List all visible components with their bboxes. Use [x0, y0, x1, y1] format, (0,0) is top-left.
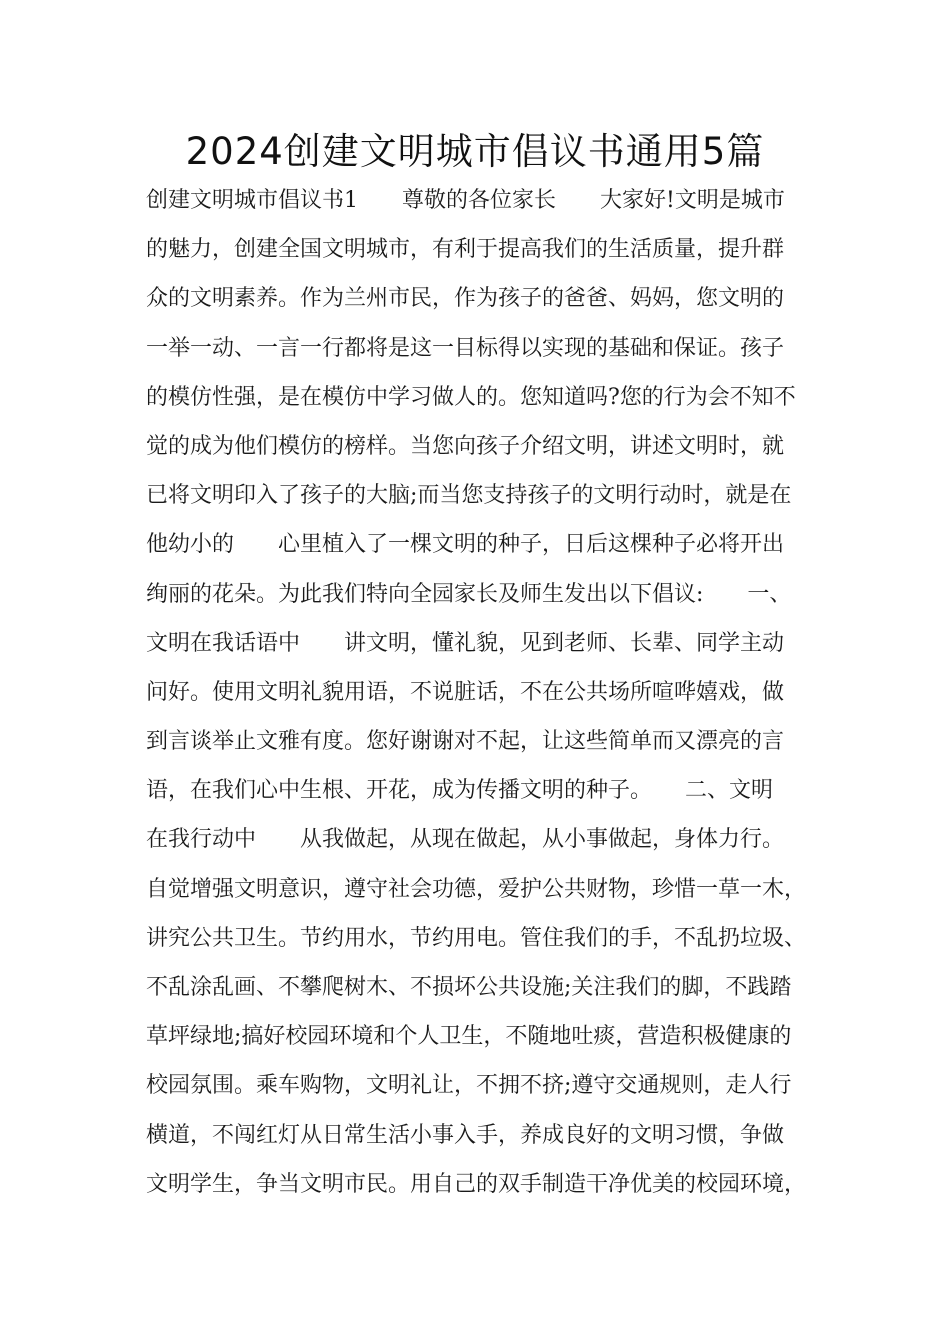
body-line: 校园氛围。乘车购物，文明礼让，不拥不挤;遵守交通规则，走人行 — [146, 1073, 792, 1099]
document-title: 2024创建文明城市倡议书通用5篇 — [185, 130, 765, 173]
body-line: 文明在我话语中 讲文明，懂礼貌，见到老师、长辈、同学主动 — [146, 630, 785, 656]
body-line: 文明学生，争当文明市民。用自己的双手制造干净优美的校园环境， — [146, 1171, 807, 1197]
body-line: 语，在我们心中生根、开花，成为传播文明的种子。 二、文明 — [146, 778, 774, 804]
body-line: 不乱涂乱画、不攀爬树木、不损坏公共设施;关注我们的脚，不践踏 — [146, 975, 792, 1000]
body-line: 的魅力，创建全国文明城市，有利于提高我们的生活质量，提升群 — [146, 237, 785, 263]
body-line: 的模仿性强，是在模仿中学习做人的。您知道吗?您的行为会不知不 — [146, 384, 796, 410]
body-line: 绚丽的花朵。为此我们特向全园家长及师生发出以下倡议: 一、 — [146, 581, 792, 607]
body-line: 众的文明素养。作为兰州市民，作为孩子的爸爸、妈妈，您文明的 — [146, 286, 785, 312]
body-line: 讲究公共卫生。节约用水，节约用电。管住我们的手，不乱扔垃圾、 — [146, 925, 807, 951]
body-line: 他幼小的 心里植入了一棵文明的种子，日后这棵种子必将开出 — [146, 532, 785, 558]
body-line: 自觉增强文明意识，遵守社会功德，爱护公共财物，珍惜一草一木， — [146, 876, 807, 902]
body-line: 在我行动中 从我做起，从现在做起，从小事做起，身体力行。 — [146, 827, 785, 853]
body-line: 觉的成为他们模仿的榜样。当您向孩子介绍文明，讲述文明时，就 — [146, 433, 785, 459]
document-body — [146, 176, 826, 1209]
body-line: 已将文明印入了孩子的大脑;而当您支持孩子的文明行动时，就是在 — [146, 483, 792, 509]
body-line: 横道，不闯红灯从日常生活小事入手，养成良好的文明习惯，争做 — [146, 1122, 785, 1148]
body-line: 创建文明城市倡议书1 尊敬的各位家长 大家好!文明是城市 — [146, 188, 785, 213]
body-line: 草坪绿地;搞好校园环境和个人卫生，不随地吐痰，营造积极健康的 — [146, 1024, 792, 1050]
body-line: 一举一动、一言一行都将是这一目标得以实现的基础和保证。孩子 — [146, 335, 785, 361]
body-line: 到言谈举止文雅有度。您好谢谢对不起，让这些简单而又漂亮的言 — [146, 729, 785, 755]
body-line: 问好。使用文明礼貌用语，不说脏话，不在公共场所喧哗嬉戏，做 — [146, 679, 785, 705]
